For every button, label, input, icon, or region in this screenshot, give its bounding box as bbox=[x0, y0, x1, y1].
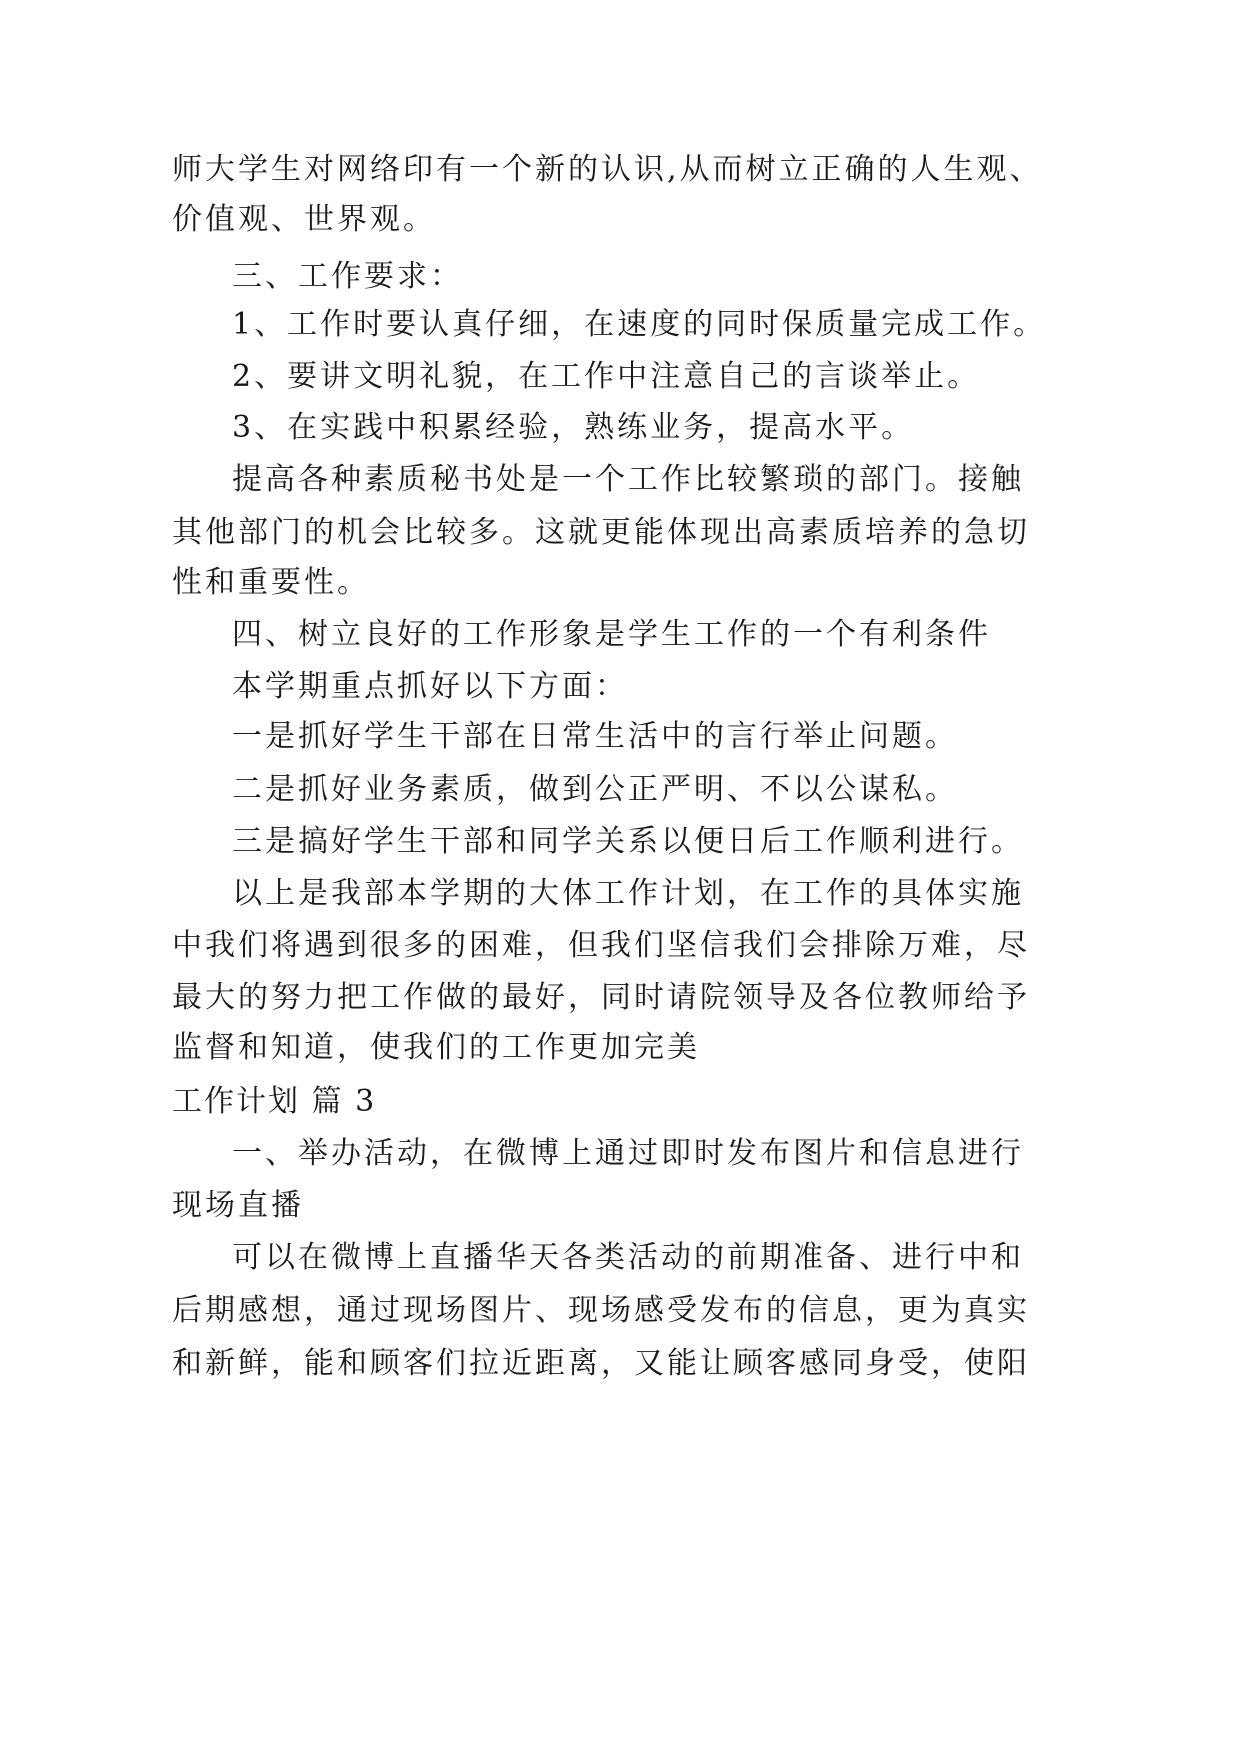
paragraph-line: 提高各种素质秘书处是一个工作比较繁琐的部门。接触 bbox=[232, 462, 1024, 497]
paragraph-line: 现场直播 bbox=[172, 1188, 304, 1223]
paragraph-line: 后期感想，通过现场图片、现场感受发布的信息，更为真实 bbox=[172, 1293, 1030, 1328]
paragraph-line: 监督和知道，使我们的工作更加完美 bbox=[172, 1030, 700, 1065]
list-item: 1、工作时要认真仔细，在速度的同时保质量完成工作。 bbox=[232, 307, 1047, 342]
list-item: 三是搞好学生干部和同学关系以便日后工作顺利进行。 bbox=[232, 824, 1024, 859]
document-heading: 工作计划 篇 3 bbox=[172, 1084, 377, 1119]
list-item: 3、在实践中积累经验，熟练业务，提高水平。 bbox=[232, 410, 915, 445]
paragraph-line: 本学期重点抓好以下方面： bbox=[232, 669, 628, 704]
paragraph-line: 中我们将遇到很多的困难，但我们坚信我们会排除万难，尽 bbox=[172, 928, 1030, 963]
paragraph-line: 师大学生对网络印有一个新的认识,从而树立正确的人生观、 bbox=[172, 152, 1043, 187]
section-heading: 三、工作要求： bbox=[232, 259, 463, 294]
paragraph-line: 其他部门的机会比较多。这就更能体现出高素质培养的急切 bbox=[172, 515, 1030, 550]
paragraph-line: 最大的努力把工作做的最好，同时请院领导及各位教师给予 bbox=[172, 980, 1030, 1015]
section-heading: 四、树立良好的工作形象是学生工作的一个有利条件 bbox=[232, 617, 991, 652]
list-item: 2、要讲文明礼貌，在工作中注意自己的言谈举止。 bbox=[232, 359, 981, 394]
paragraph-line: 可以在微博上直播华天各类活动的前期准备、进行中和 bbox=[232, 1240, 1024, 1275]
section-heading: 一、举办活动，在微博上通过即时发布图片和信息进行 bbox=[232, 1136, 1024, 1171]
paragraph-line: 以上是我部本学期的大体工作计划，在工作的具体实施 bbox=[232, 876, 1024, 911]
list-item: 一是抓好学生干部在日常生活中的言行举止问题。 bbox=[232, 719, 958, 754]
paragraph-line: 性和重要性。 bbox=[172, 565, 370, 600]
paragraph-line: 和新鲜，能和顾客们拉近距离，又能让顾客感同身受，使阳 bbox=[172, 1346, 1030, 1381]
paragraph-line: 价值观、世界观。 bbox=[172, 202, 436, 237]
list-item: 二是抓好业务素质，做到公正严明、不以公谋私。 bbox=[232, 772, 958, 807]
